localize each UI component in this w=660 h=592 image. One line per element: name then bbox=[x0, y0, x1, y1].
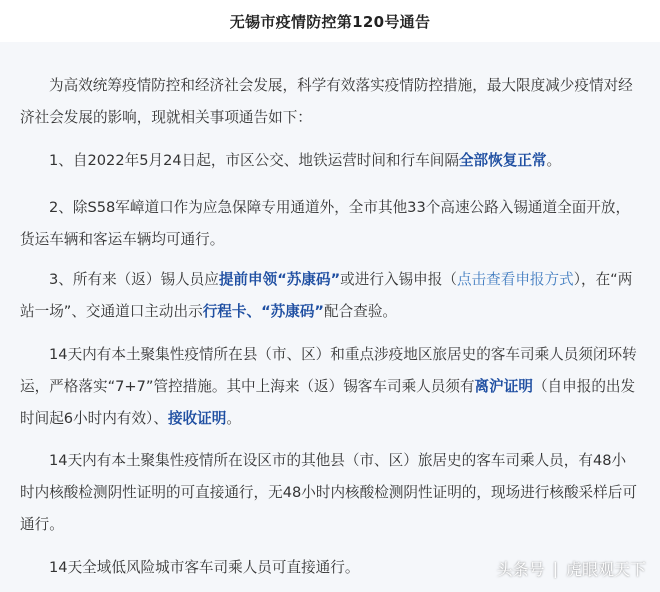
paragraph-closed-loop-text: 14天内有本土聚集性疫情所在县（市、区）和重点涉疫地区旅居史的客车司乘人员须闭环转运，严格落实“7+7”管控措施。其中上海来（返）锡客车司乘人员须有 bbox=[20, 346, 637, 395]
paragraph-closed-loop-end: 。 bbox=[226, 410, 241, 427]
item-3-highlight-cards: 行程卡、“苏康码” bbox=[202, 303, 325, 320]
leave-shanghai-proof: 离沪证明 bbox=[474, 378, 533, 395]
item-3-text-3: ），在“两站一场”、交通道口主动出示 bbox=[20, 271, 633, 320]
item-1-end: 。 bbox=[546, 152, 562, 169]
item-3-text: 3、所有来（返）锡人员应 bbox=[49, 271, 219, 288]
title-bar bbox=[0, 0, 660, 42]
item-3-end: 配合查验。 bbox=[324, 303, 398, 320]
paragraph-closed-loop-text-2: （自申报的出发时间起6小时内有效）、 bbox=[20, 378, 636, 427]
notice-body bbox=[0, 42, 660, 592]
watermark-author: 虎眼观天下 bbox=[565, 560, 646, 579]
item-1 bbox=[20, 145, 640, 177]
item-1-highlight: 全部恢复正常 bbox=[458, 152, 547, 169]
item-2: 2、除S58军嶂道口作为应急保障专用通道外，全市其他33个高速公路入锡通道全面开放，货运车辆和客运车辆均可通行。 bbox=[20, 199, 631, 248]
declaration-method-link[interactable]: 点击查看申报方式 bbox=[456, 271, 574, 288]
watermark-separator: | bbox=[552, 559, 558, 578]
paragraph-low-risk: 14天全域低风险城市客车司乘人员可直接通行。 bbox=[49, 559, 360, 576]
receiving-proof: 接收证明 bbox=[167, 410, 227, 427]
item-3-highlight-code: 提前申领“苏康码” bbox=[218, 271, 341, 288]
watermark-platform: 头条号 bbox=[496, 560, 545, 579]
page-title: 无锡市疫情防控第120号通告 bbox=[229, 12, 431, 31]
paragraph-nucleic-test: 14天内有本土聚集性疫情所在设区市的其他县（市、区）旅居史的客车司乘人员，有48小时内核酸检测阴性证明的可直接通行，无48小时内核酸检测阴性证明的，现场进行核酸采样后可通行。 bbox=[20, 452, 637, 533]
item-3 bbox=[20, 264, 640, 328]
watermark bbox=[497, 557, 646, 580]
intro-paragraph: 为高效统筹疫情防控和经济社会发展，科学有效落实疫情防控措施，最大限度减少疫情对经济社会发展的影响，现就相关事项通告如下： bbox=[20, 77, 633, 126]
item-1-text: 1、自2022年5月24日起，市区公交、地铁运营时间和行车间隔 bbox=[49, 152, 459, 169]
paragraph-closed-loop bbox=[20, 339, 640, 435]
item-3-text-2: 或进行入锡申报（ bbox=[340, 271, 457, 288]
